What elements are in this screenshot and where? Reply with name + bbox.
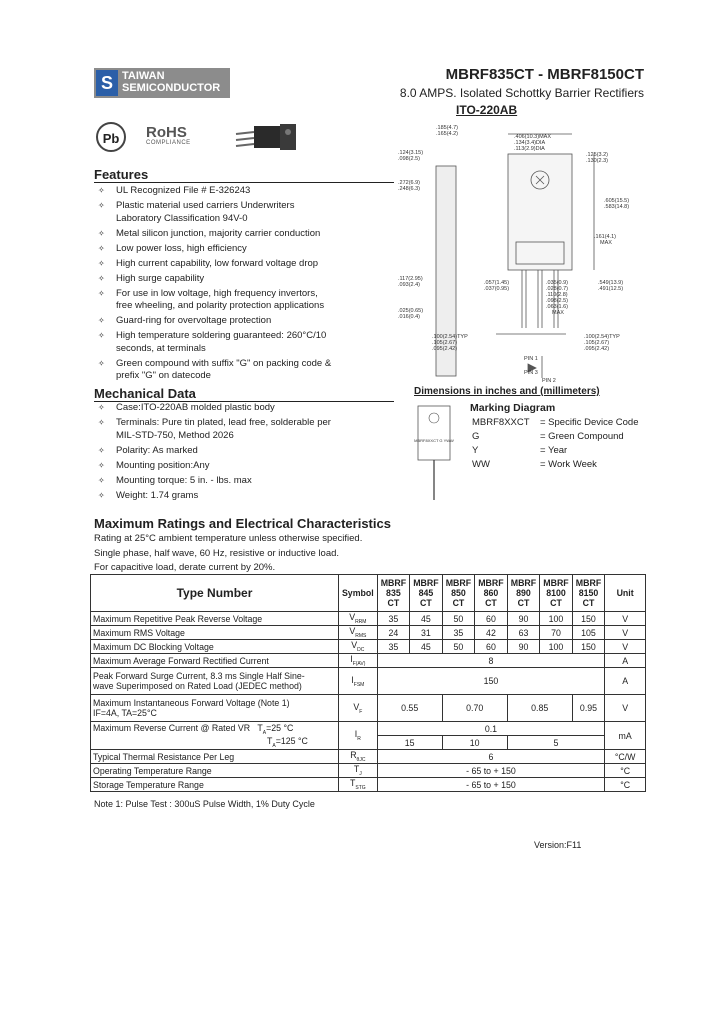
list-item: ✧ Polarity: As marked [94,445,334,458]
dimension-label: .098(2.5) [546,298,569,304]
marking-desc: = Specific Device Code [540,417,639,428]
model-header: MBRF 860 CT [475,575,508,612]
features-heading: Features [94,167,394,183]
table-row: Maximum Repetitive Peak Reverse Voltage $V_{RRM}$ 35 45 50 60 90 100 150 V [91,612,646,626]
package-photo-icon [232,122,300,158]
dimension-label: .035(0.9) [546,280,569,286]
model-header: MBRF 845 CT [410,575,443,612]
dimension-label: .117(2.95) [398,276,423,282]
dimension-label: .093(2.4) [398,282,421,288]
rating-condition: Rating at 25°C ambient temperature unless otherwise specified. [94,533,363,544]
page-title: MBRF835CT - MBRF8150CT [445,66,644,83]
dimension-label: .161(4.1) [594,234,617,240]
brand-name [122,70,220,94]
dimension-label: .028(0.7) [546,286,569,292]
dimensions-note: Dimensions in inches and (millimeters) [414,386,600,397]
dimension-label: .105(2.67) [584,340,610,346]
dimension-label: .098(2.5) [398,156,421,162]
marking-code: G [472,431,480,442]
table-row: Operating Temperature Range $T_J$ - 65 to + 150 °C [91,764,646,778]
dimension-label: .491(12.5) [598,286,624,292]
features-list [94,185,334,385]
dimension-label: .583(14.8) [604,204,630,210]
table-row: Maximum Instantaneous Forward Voltage (Note 1) IF=4A, TA=25°C $V_F$ 0.55 0.70 0.85 0.95 V [91,695,646,722]
marking-code: Y [472,445,479,456]
brand-line-1: TAIWAN [122,70,165,82]
list-item: ✧ Case:ITO-220AB molded plastic body [94,402,334,415]
brand-line-2: SEMICONDUCTOR [122,82,221,94]
table-row: Peak Forward Surge Current, 8.3 ms Single Half Sine- wave Superimposed on Rated Load (JEDEC method) $I_{FSM}$ 150 A [91,668,646,695]
marking-code: WW [472,459,490,470]
rating-condition: For capacitive load, derate current by 20%. [94,562,276,573]
table-row: Maximum Average Forward Rectified Current $I_{F(AV)}$ 8 A [91,654,646,668]
list-item: ✧ Guard-ring for overvoltage protection [94,315,334,328]
table-row: Typical Thermal Resistance Per Leg $R_{\theta JC}$ 6 °C/W [91,750,646,764]
package-dimension-drawing [396,120,652,384]
dimension-label: .057(1.45) [484,280,510,286]
version-label: Version:F11 [534,840,582,850]
dimension-label: .095(2.42) [584,346,610,352]
dimension-label: PIN 3 [524,370,538,376]
dimension-label: .095(2.42) [432,346,458,352]
brand-logo-icon: S [96,70,118,96]
model-header: MBRF 8150 CT [572,575,605,612]
model-header: MBRF 850 CT [442,575,475,612]
mechanical-heading: Mechanical Data [94,386,394,402]
dimension-label: .549(13.9) [598,280,624,286]
dimension-label: .272(6.9) [398,180,421,186]
dimension-label: .016(0.4) [398,314,421,320]
dimension-label: .248(6.3) [398,186,421,192]
rohs-compliance-label: COMPLIANCE [146,140,191,146]
dimension-label: .105(2.67) [432,340,458,346]
package-name: ITO-220AB [456,103,518,117]
ratings-table [90,574,646,792]
table-row: Maximum RMS Voltage $V_{RMS}$ 24 31 35 42 63 70 105 V [91,626,646,640]
pb-free-badge: Pb [96,122,126,152]
dimension-label: .025(0.65) [398,308,424,314]
dimension-label: .063(1.6) [546,304,569,310]
table-header-row [91,575,646,612]
dimension-label: .100(2.54)TYP [584,334,620,340]
list-item: ✧ Mounting torque: 5 in. - lbs. max [94,475,334,488]
rating-condition: Single phase, half wave, 60 Hz, resistive or inductive load. [94,548,340,559]
dimension-label: PIN 1 [524,356,538,362]
list-item: ✧ Weight: 1.74 grams [94,490,334,503]
table-row: 15 10 5 [91,736,646,750]
dimension-label: MAX [552,310,564,316]
marking-desc: = Work Week [540,459,597,470]
dimension-label: .134(3.4)DIA [514,140,546,146]
rohs-badge: RoHS [146,124,187,141]
dimension-label: .130(2.3) [586,158,609,164]
table-row: Maximum Reverse Current @ Rated VR $T_A=25$ °C $T_A=125$ °C $I_R$ 0.1 mA [91,722,646,736]
list-item: ✧ UL Recognized File # E-326243 [94,185,334,198]
unit-header: Unit [605,575,646,612]
chip-marking-text: MBRF8XXCT G YWW [414,438,454,443]
dimension-label: .185(4.7) [436,125,459,131]
dimension-label: MAX [600,240,612,246]
list-item: ✧ High surge capability [94,273,334,286]
dimension-label: .110(2.8) [546,292,568,298]
dimension-label: .124(3.15) [398,150,424,156]
list-item: ✧ High temperature soldering guaranteed: 260°C/10 seconds, at terminals [94,330,334,355]
dimension-label: .165(4.2) [436,131,459,137]
marking-desc: = Green Compound [540,431,624,442]
model-header: MBRF 890 CT [507,575,540,612]
marking-diagram-chip-icon [414,404,458,502]
dimension-label: .125(3.2) [586,152,609,158]
ratings-heading: Maximum Ratings and Electrical Characteristics [94,516,391,531]
dimension-label: .113(2.9)DIA [514,146,545,152]
table-footnote: Note 1: Pulse Test : 300uS Pulse Width, 1% Duty Cycle [94,799,315,809]
type-number-header: Type Number [91,575,339,612]
symbol-header: Symbol [339,575,378,612]
marking-diagram-title: Marking Diagram [470,402,556,414]
dimension-label: .605(15.5) [604,198,630,204]
list-item: ✧ For use in low voltage, high frequency invertors, free wheeling, and polarity protection applications [94,288,334,313]
model-header: MBRF 8100 CT [540,575,573,612]
list-item: ✧ Low power loss, high efficiency [94,243,334,256]
marking-desc: = Year [540,445,568,456]
model-header: MBRF 835 CT [377,575,410,612]
dimension-label: .037(0.95) [484,286,510,292]
dimension-label: .406(10.3)MAX [514,134,551,140]
list-item: ✧ Plastic material used carriers Underwriters Laboratory Classification 94V-0 [94,200,334,225]
list-item: ✧ Metal silicon junction, majority carrier conduction [94,228,334,241]
table-row: Maximum DC Blocking Voltage $V_{DC}$ 35 45 50 60 90 100 150 V [91,640,646,654]
list-item: ✧ Green compound with suffix "G" on packing code & prefix "G" on datecode [94,358,334,383]
dimension-label: PIN 2 [542,378,556,384]
table-row: Storage Temperature Range $T_{STG}$ - 65 to + 150 °C [91,778,646,792]
list-item: ✧ Terminals: Pure tin plated, lead free, solderable per MIL-STD-750, Method 2026 [94,417,334,442]
page-subtitle: 8.0 AMPS. Isolated Schottky Barrier Rectifiers [399,86,644,100]
mechanical-list [94,402,334,505]
dimension-label: .100(2.54)TYP [432,334,468,340]
marking-code: MBRF8XXCT [472,417,530,428]
list-item: ✧ Mounting position:Any [94,460,334,473]
list-item: ✧ High current capability, low forward voltage drop [94,258,334,271]
